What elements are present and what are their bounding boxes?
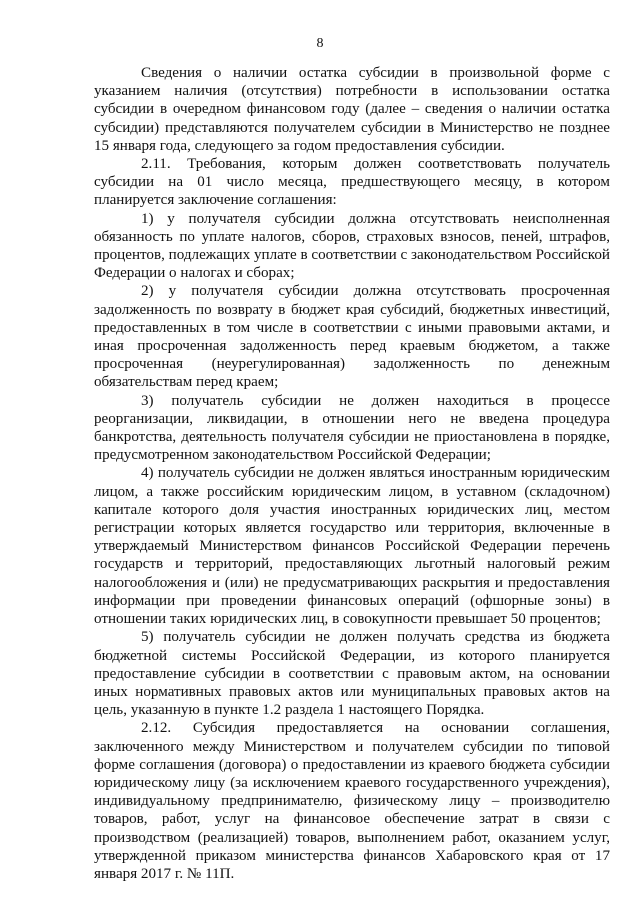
paragraph-2-12-agreement: 2.12. Субсидия предоставляется на основании соглашения, заключенного между Министерством и получателем субсидии по типовой форме соглашения (договора) о предоставлении из краевого бюджета субсидии юридическому лицу (за исключением краевого государственного учреждения), индивидуальному предпринимателю, физическому лицу – производителю товаров, работ, услуг на финансовое обеспечение затрат в связи с производством (реализацией) товаров, выполнением работ, оказанием услуг, утвержденной приказом министерства финансов Хабаровского края от 17 января 2017 г. № 11П. xyxy=(94,720,610,882)
document-body xyxy=(94,64,610,883)
paragraph-requirement-1: 1) у получателя субсидии должна отсутствовать неисполненная обязанность по уплате налогов, сборов, страховых взносов, пеней, штрафов, процентов, подлежащих уплате в соответствии с законодательством Российской Федерации о налогах и сборах; xyxy=(94,210,610,282)
paragraph-2-11-requirements: 2.11. Требования, которым должен соответствовать получатель субсидии на 01 число месяца, предшествующего месяцу, в котором планируется заключение соглашения: xyxy=(94,156,610,209)
paragraph-remaining-subsidy-info: Сведения о наличии остатка субсидии в произвольной форме с указанием наличия (отсутствия) потребности в использовании остатка субсидии в очередном финансовом году (далее – сведения о наличии остатка субсидии) представляются получателем субсидии в Министерство не позднее 15 января года, следующего за годом предоставления субсидии. xyxy=(94,65,610,154)
paragraph-requirement-2: 2) у получателя субсидии должна отсутствовать просроченная задолженность по возврату в бюджет края субсидий, бюджетных инвестиций, предоставленных в том числе в соответствии с иными правовыми актами, и иная просроченная задолженность перед краевым бюджетом, а также просроченная (неурегулированная) задолженность по денежным обязательствам перед краем; xyxy=(94,283,610,391)
paragraph-requirement-4: 4) получатель субсидии не должен являться иностранным юридическим лицом, а также российским юридическим лицом, в уставном (складочном) капитале которого доля участия иностранных юридических лиц, местом регистрации которых является государство или территория, включенные в утверждаемый Министерством финансов Российской Федерации перечень государств и территорий, предоставляющих льготный налоговый режим налогообложения и (или) не предусматривающих раскрытия и предоставления информации при проведении финансовых операций (офшорные зоны) в отношении таких юридических лиц, в совокупности превышает 50 процентов; xyxy=(94,465,610,628)
page-number: 8 xyxy=(316,36,324,51)
paragraph-requirement-3: 3) получатель субсидии не должен находиться в процессе реорганизации, ликвидации, в отношении него не введена процедура банкротства, деятельность получателя субсидии не приостановлена в порядке, предусмотренном законодательством Российской Федерации; xyxy=(94,392,610,464)
paragraph-requirement-5: 5) получатель субсидии не должен получать средства из бюджета бюджетной системы Российской Федерации, из которого планируется предоставление субсидии в соответствии с правовым актом, на основании иных нормативных правовых актов или муниципальных правовых актов на цель, указанную в пункте 1.2 раздела 1 настоящего Порядка. xyxy=(94,629,610,719)
